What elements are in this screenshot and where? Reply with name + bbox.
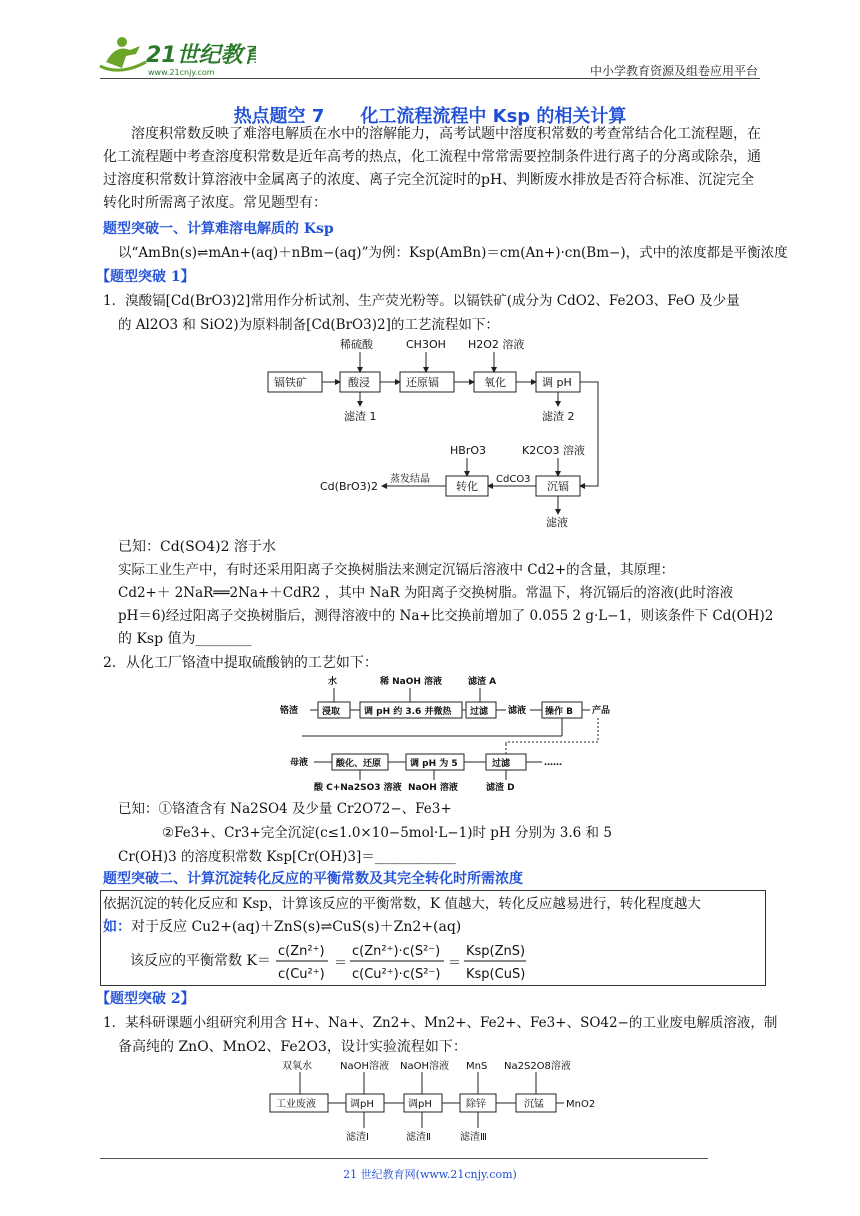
svg-text:Ksp(ZnS): Ksp(ZnS) <box>466 944 526 959</box>
q3-flowchart <box>268 1058 608 1144</box>
box-line2: 对于反应 Cu2+(aq)＋ZnS(s)⇌CuS(s)＋Zn2+(aq) <box>131 919 462 935</box>
box-precip-cd: 沉镉 <box>547 480 569 493</box>
logo-url: www.21cnjy.com <box>148 68 215 77</box>
q2-adjust-ph5: 调 pH 为 5 <box>410 759 458 769</box>
header-rule <box>100 78 760 79</box>
q2-flowchart <box>280 672 640 794</box>
box-ore: 镉铁矿 <box>274 376 307 389</box>
q2-known2: ②Fe3+、Cr3+完全沉淀(c≤1.0×10−5mol·L−1)时 pH 分别为 3.6 和 5 <box>162 825 612 841</box>
q1-flowchart <box>260 334 620 534</box>
residue-1: 滤渣 1 <box>344 410 377 423</box>
q2-acidify-reduce: 酸化、还原 <box>336 759 382 769</box>
q3-precip-mn: 沉锰 <box>524 1099 544 1110</box>
q2-leach: 浸取 <box>322 707 341 717</box>
q3-adjust-ph2: 调pH <box>408 1099 432 1110</box>
q3-remove-zn: 除锌 <box>466 1099 486 1110</box>
product-cdbro3: Cd(BrO3)2 <box>320 480 378 493</box>
q2-filtrate: 滤液 <box>508 706 527 716</box>
q2-filter1: 过滤 <box>470 707 489 717</box>
breakthrough2-label: 【题型突破 2】 <box>96 991 195 1007</box>
q3-naoh1: NaOH溶液 <box>340 1061 389 1072</box>
q2-residue-a: 滤渣 A <box>468 677 497 687</box>
equilibrium-fraction <box>276 938 536 984</box>
q3-mns: MnS <box>466 1061 488 1072</box>
q1-line1: 1．溴酸镉[Cd(BrO3)2]常用作分析试剂、生产荧光粉等。以镉铁矿(成分为 CdO2、Fe2O3、FeO 及少量 <box>103 293 740 309</box>
ksp-formula-line: 以“AmBn(s)⇌mAn+(aq)＋nBm−(aq)”为例：Ksp(AmBn)＝cm(An+)·cn(Bm−)，式中的浓度都是平衡浓度 <box>118 245 788 261</box>
q3-naoh2: NaOH溶液 <box>400 1061 449 1072</box>
box-line1: 依据沉淀的转化反应和 Ksp，计算该反应的平衡常数，K 值越大，转化反应越易进行，转化程度越大 <box>103 896 701 912</box>
footer-rule <box>100 1158 708 1159</box>
residue-2: 滤渣 2 <box>542 410 575 423</box>
footer-text[interactable]: 21 世纪教育网(www.21cnjy.com) <box>343 1168 517 1181</box>
section2-heading: 题型突破二、计算沉淀转化反应的平衡常数及其完全转化时所需浓度 <box>103 871 523 887</box>
q3-h2o2: 双氧水 <box>282 1061 312 1072</box>
box-line3: 该反应的平衡常数 K＝ <box>130 953 271 969</box>
q2-operation-b: 操作 B <box>545 707 573 717</box>
q3-residue-3: 滤渣Ⅲ <box>460 1132 487 1143</box>
evaporate-crystallize: 蒸发结晶 <box>390 474 430 485</box>
q1-p4: 的 Ksp 值为________ <box>118 631 252 647</box>
page-title: 热点题空 7 化工流程流程中 Ksp 的相关计算 <box>233 106 627 127</box>
reagent-h2so4: 稀硫酸 <box>340 338 373 351</box>
reagent-k2co3: K2CO3 溶液 <box>522 444 586 457</box>
q1-p1: 实际工业生产中，有时还采用阳离子交换树脂法来测定沉镉后溶液中 Cd2+的含量，其原理： <box>118 562 675 578</box>
q2-chrome-slag: 铬渣 <box>280 706 299 716</box>
logo <box>96 32 256 80</box>
q2-ellipsis: …… <box>544 758 562 768</box>
svg-text:c(Zn²⁺)·c(S²⁻): c(Zn²⁺)·c(S²⁻) <box>352 944 441 959</box>
q2-product: 产品 <box>592 706 611 716</box>
svg-text:＝: ＝ <box>334 956 348 971</box>
q3-adjust-ph1: 调pH <box>350 1099 374 1110</box>
box-adjust-ph: 调 pH <box>542 376 572 389</box>
q2-acid-c: 酸 C+Na2SO3 溶液 <box>314 783 402 793</box>
q2-mother-liquor: 母液 <box>290 758 309 768</box>
svg-text:c(Cu²⁺): c(Cu²⁺) <box>278 967 325 982</box>
svg-text:＝: ＝ <box>448 956 462 971</box>
q2-naoh-dilute: 稀 NaOH 溶液 <box>380 677 443 687</box>
q2-known1: 已知：①铬渣含有 Na2SO4 及少量 Cr2O72−、Fe3+ <box>118 801 452 817</box>
q2-known3: Cr(OH)3 的溶度积常数 Ksp[Cr(OH)3]＝____________ <box>118 849 456 865</box>
q3-waste: 工业废液 <box>276 1099 316 1110</box>
box-acid-leach: 酸浸 <box>348 376 370 389</box>
q1-p3: pH＝6)经过阳离子交换树脂后，测得溶液中的 Na+比交换前增加了 0.055 2 g·L−1，则该条件下 Cd(OH)2 <box>118 608 774 624</box>
logo-text: 21世纪教育 <box>146 43 256 68</box>
box-convert: 转化 <box>456 480 478 493</box>
reagent-h2o2: H2O2 溶液 <box>468 338 525 351</box>
q3-na2s2o8: Na2S2O8溶液 <box>504 1061 571 1072</box>
q3-residue-2: 滤渣Ⅱ <box>406 1132 431 1143</box>
q1-p2: Cd2+＋ 2NaR══2Na+＋CdR2 ，其中 NaR 为阳离子交换树脂。常温下，将沉镉后的溶液(此时溶液 <box>118 585 734 601</box>
box-example-prefix: 如： <box>103 919 131 935</box>
q1-known: 已知：Cd(SO4)2 溶于水 <box>118 539 276 555</box>
reagent-ch3oh: CH3OH <box>406 338 446 351</box>
svg-text:c(Cu²⁺)·c(S²⁻): c(Cu²⁺)·c(S²⁻) <box>352 967 441 982</box>
q2-adjust-ph36: 调 pH 约 3.6 并微热 <box>364 707 452 717</box>
breakthrough1-label: 【题型突破 1】 <box>96 269 195 285</box>
reagent-cdco3: CdCO3 <box>496 474 531 485</box>
section1-heading: 题型突破一、计算难溶电解质的 Ksp <box>103 221 334 237</box>
filtrate: 滤液 <box>546 516 568 529</box>
q3-line2: 备高纯的 ZnO、MnO2、Fe2O3，设计实验流程如下： <box>118 1039 467 1055</box>
q2-filter2: 过滤 <box>492 759 511 769</box>
q3-line1: 1．某科研课题小组研究利用含 H+、Na+、Zn2+、Mn2+、Fe2+、Fe3+、SO42−的工业废电解质溶液，制 <box>103 1015 778 1031</box>
reagent-hbro3: HBrO3 <box>450 444 486 457</box>
intro-paragraph: 溶度积常数反映了难溶电解质在水中的溶解能力，高考试题中溶度积常数的考查常结合化工流程题，在化工流程题中考查溶度积常数是近年高考的热点，化工流程中常常需要控制条件进行离子的分离或除杂，通过溶度积常数计算溶液中金属离子的浓度、离子完全沉淀时的pH、判断废水排放是否符合标准、沉淀完全转化时所需离子浓度。常见题型有： <box>103 126 761 211</box>
q1-line2: 的 Al2O3 和 SiO2)为原料制备[Cd(BrO3)2]的工艺流程如下： <box>118 317 499 333</box>
svg-text:Ksp(CuS): Ksp(CuS) <box>466 967 526 982</box>
q3-residue-1: 滤渣Ⅰ <box>346 1132 369 1143</box>
header-platform-text: 中小学教育资源及组卷应用平台 <box>589 64 758 78</box>
svg-text:c(Zn²⁺): c(Zn²⁺) <box>278 944 325 959</box>
q2-line1: 2．从化工厂铬渣中提取硫酸钠的工艺如下： <box>103 655 378 671</box>
box-reduce: 还原镉 <box>406 376 439 389</box>
box-oxidize: 氧化 <box>484 376 506 389</box>
q2-residue-d: 滤渣 D <box>486 783 515 793</box>
q2-water: 水 <box>328 677 338 687</box>
q3-product: MnO2 <box>566 1099 596 1110</box>
q2-naoh: NaOH 溶液 <box>408 783 458 793</box>
